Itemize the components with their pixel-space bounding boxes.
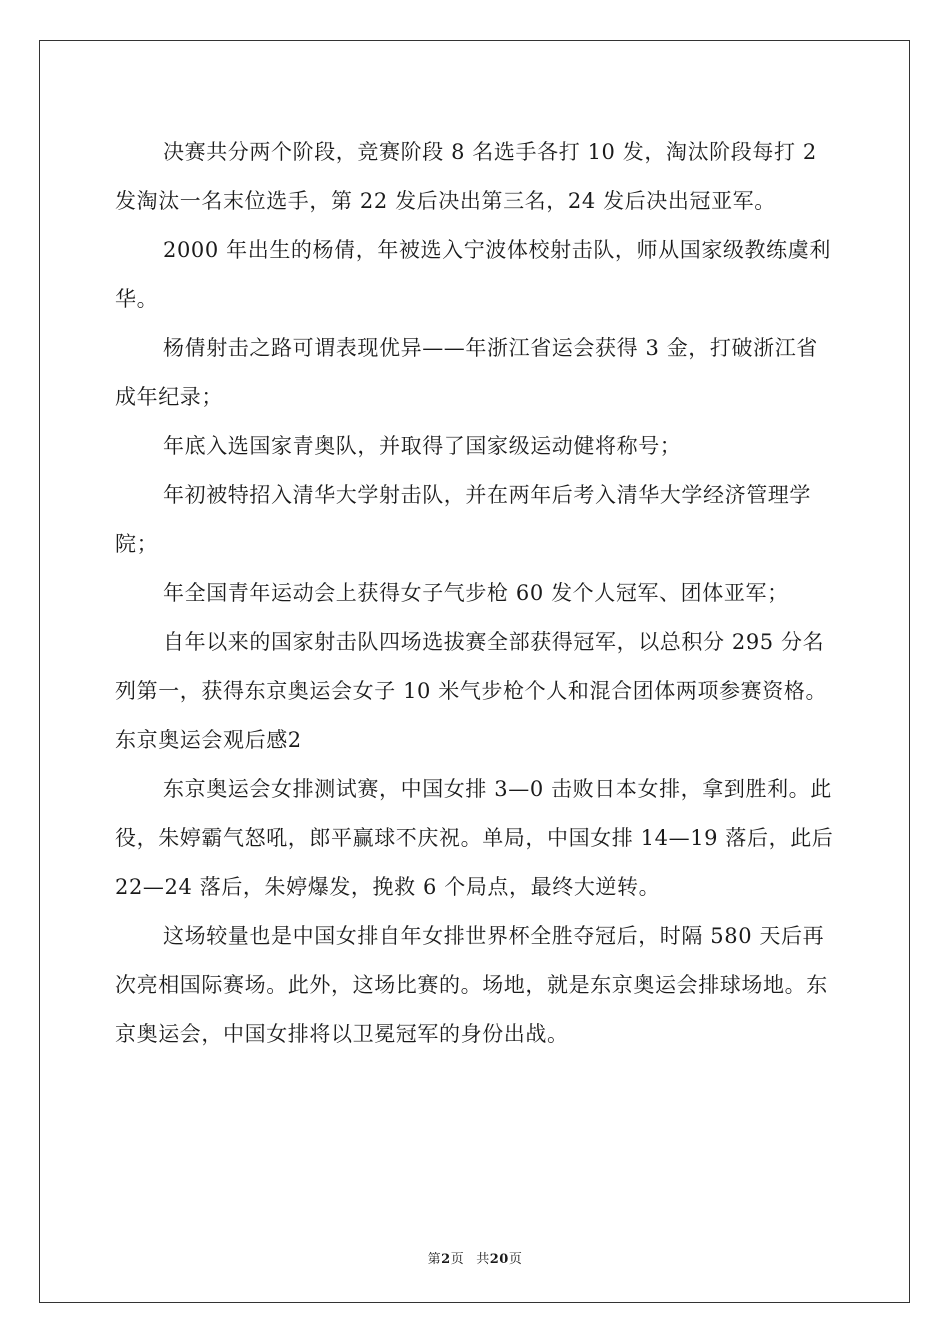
page-total: 20 bbox=[489, 1252, 509, 1267]
paragraph-shooting-career: 杨倩射击之路可谓表现优异——年浙江省运会获得 3 金，打破浙江省成年纪录； bbox=[115, 336, 818, 409]
page-footer bbox=[0, 1248, 950, 1267]
paragraph-youth-olympic-team: 年底入选国家青奥队，并取得了国家级运动健将称号； bbox=[163, 434, 682, 458]
paragraph-yang-qian-birth: 2000 年出生的杨倩，年被选入宁波体校射击队，师从国家级教练虞利华。 bbox=[115, 238, 831, 311]
page-prefix: 第 bbox=[427, 1252, 442, 1267]
total-prefix: 共 bbox=[476, 1252, 490, 1267]
paragraph-volleyball-test-match: 东京奥运会女排测试赛，中国女排 3—0 击败日本女排，拿到胜利。此役，朱婷霸气怒吼，郎平赢球不庆祝。单局，中国女排 14—19 落后，此后 22—24 落后，朱婷爆发，挽救 6 个局点，最终大逆转。 bbox=[115, 777, 834, 899]
total-suffix: 页 bbox=[508, 1252, 523, 1267]
paragraph-tsinghua: 年初被特招入清华大学射击队，并在两年后考入清华大学经济管理学院； bbox=[115, 483, 811, 556]
paragraph-national-youth-games: 年全国青年运动会上获得女子气步枪 60 发个人冠军、团体亚军； bbox=[163, 581, 789, 605]
paragraph-final-format: 决赛共分两个阶段，竞赛阶段 8 名选手各打 10 发，淘汰阶段每打 2 发淘汰一名末位选手，第 22 发后决出第三名，24 发后决出冠亚军。 bbox=[115, 140, 817, 213]
paragraph-selection-trials: 自年以来的国家射击队四场选拔赛全部获得冠军，以总积分 295 分名列第一，获得东京奥运会女子 10 米气步枪个人和混合团体两项参赛资格。 bbox=[115, 630, 828, 703]
document-body bbox=[115, 128, 837, 1059]
paragraph-volleyball-return: 这场较量也是中国女排自年女排世界杯全胜夺冠后，时隔 580 天后再次亮相国际赛场。此外，这场比赛的。场地，就是东京奥运会排球场地。东京奥运会，中国女排将以卫冕冠军的身份出战。 bbox=[115, 924, 828, 1046]
section-heading: 东京奥运会观后感2 bbox=[115, 728, 302, 752]
page-suffix: 页 bbox=[450, 1252, 465, 1267]
page-current: 2 bbox=[441, 1252, 451, 1267]
